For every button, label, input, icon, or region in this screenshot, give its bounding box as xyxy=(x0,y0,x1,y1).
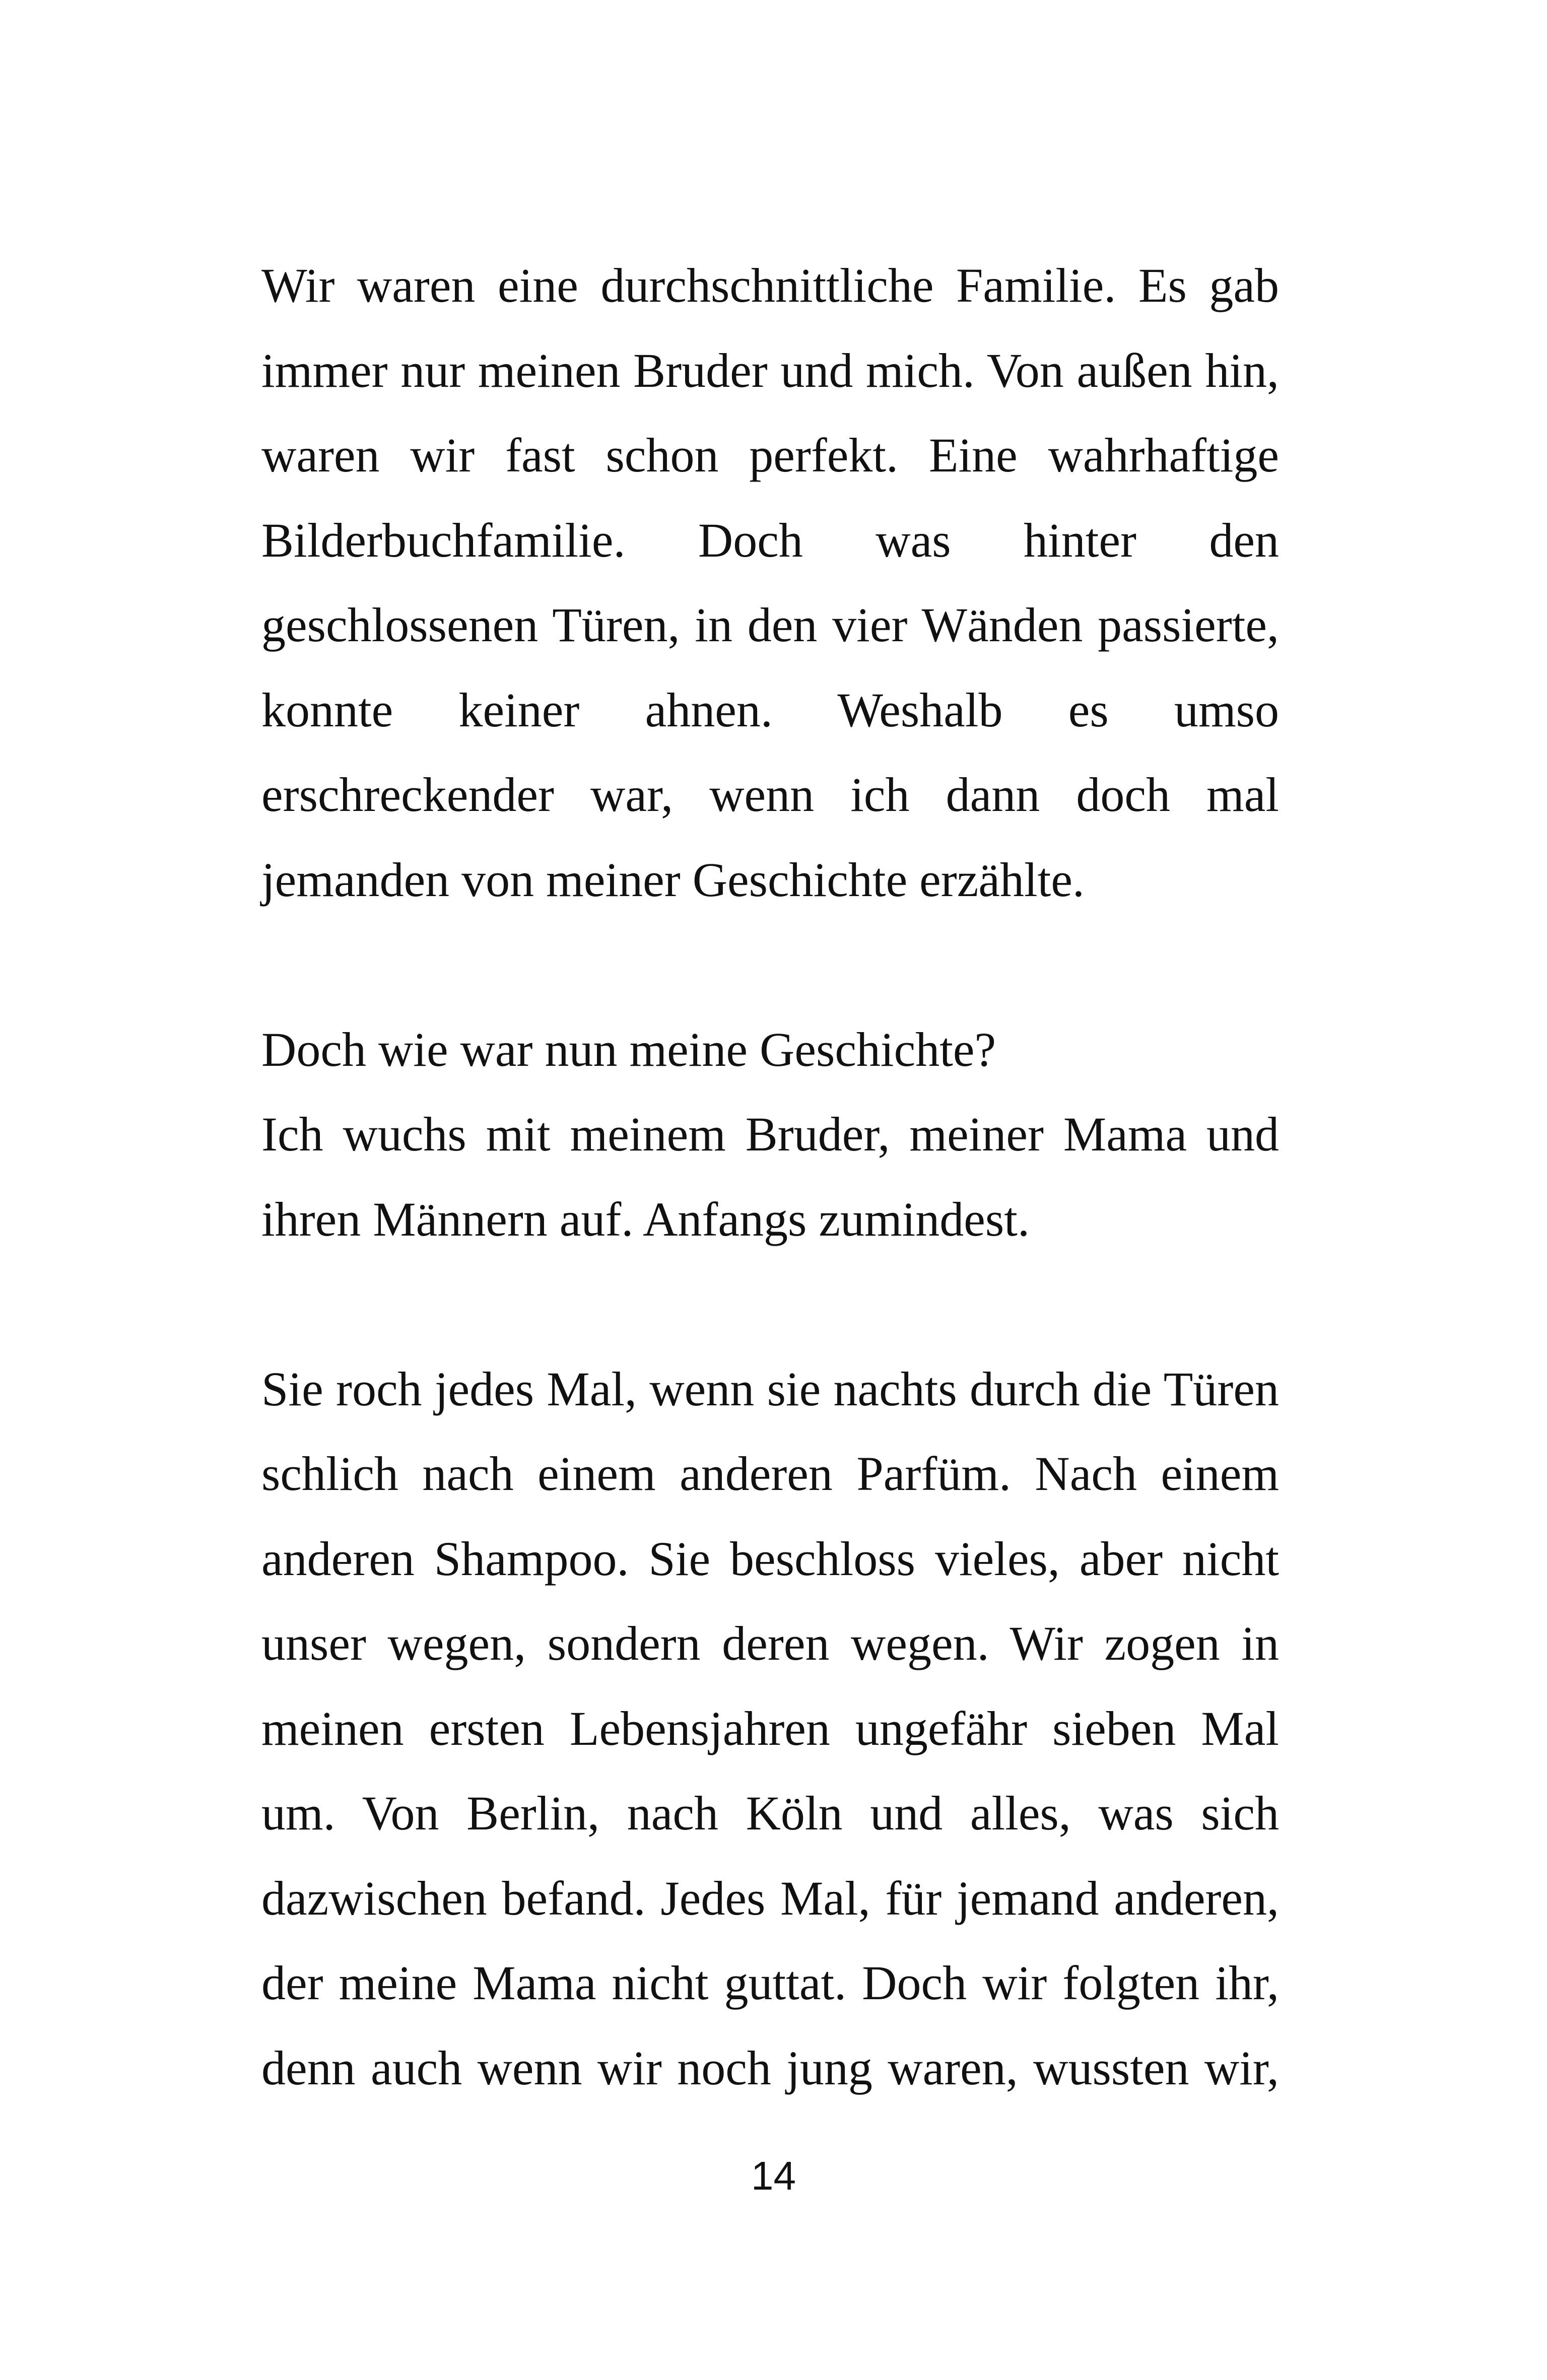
paragraph-4 xyxy=(261,1347,1279,2111)
body-text xyxy=(261,243,1279,2111)
text-line: Wir waren eine durchschnittliche Familie. Es gab xyxy=(261,258,1279,312)
paragraph-3 xyxy=(261,1092,1279,1262)
text-line: geschlossenen Türen, in den vier Wänden passierte, xyxy=(261,598,1279,652)
paragraph-gap xyxy=(261,1262,1279,1347)
paragraph-gap xyxy=(261,922,1279,1007)
text-line: waren wir fast schon perfekt. Eine wahrhaftige xyxy=(261,428,1279,482)
page-number: 14 xyxy=(751,2153,796,2198)
text-line: denn auch wenn wir noch jung waren, wussten wir, xyxy=(261,2041,1279,2095)
text-line: schlich nach einem anderen Parfüm. Nach einem xyxy=(261,1447,1279,1501)
text-line: immer nur meinen Bruder und mich. Von außen hin, xyxy=(261,343,1279,397)
text-line: ihren Männern auf. Anfangs zumindest. xyxy=(261,1192,1030,1246)
text-line: der meine Mama nicht guttat. Doch wir folgten ihr, xyxy=(261,1956,1279,2010)
text-line: Doch wie war nun meine Geschichte? xyxy=(261,1022,996,1076)
text-line: meinen ersten Lebensjahren ungefähr sieben Mal xyxy=(261,1701,1279,1755)
text-line: dazwischen befand. Jedes Mal, für jemand anderen, xyxy=(261,1871,1279,1925)
text-line: Sie roch jedes Mal, wenn sie nachts durch die Türen xyxy=(261,1362,1279,1416)
text-line: Ich wuchs mit meinem Bruder, meiner Mama und xyxy=(261,1107,1279,1161)
text-line: jemanden von meiner Geschichte erzählte. xyxy=(261,852,1085,907)
text-line: unser wegen, sondern deren wegen. Wir zogen in xyxy=(261,1616,1279,1670)
text-line: konnte keiner ahnen. Weshalb es umso xyxy=(261,683,1279,737)
text-line: um. Von Berlin, nach Köln und alles, was sich xyxy=(261,1786,1279,1840)
text-line: anderen Shampoo. Sie beschloss vieles, aber nicht xyxy=(261,1531,1279,1586)
paragraph-1 xyxy=(261,243,1279,922)
text-line: Bilderbuchfamilie. Doch was hinter den xyxy=(261,513,1279,567)
text-line: erschreckender war, wenn ich dann doch mal xyxy=(261,768,1279,822)
paragraph-2 xyxy=(261,1007,1279,1093)
